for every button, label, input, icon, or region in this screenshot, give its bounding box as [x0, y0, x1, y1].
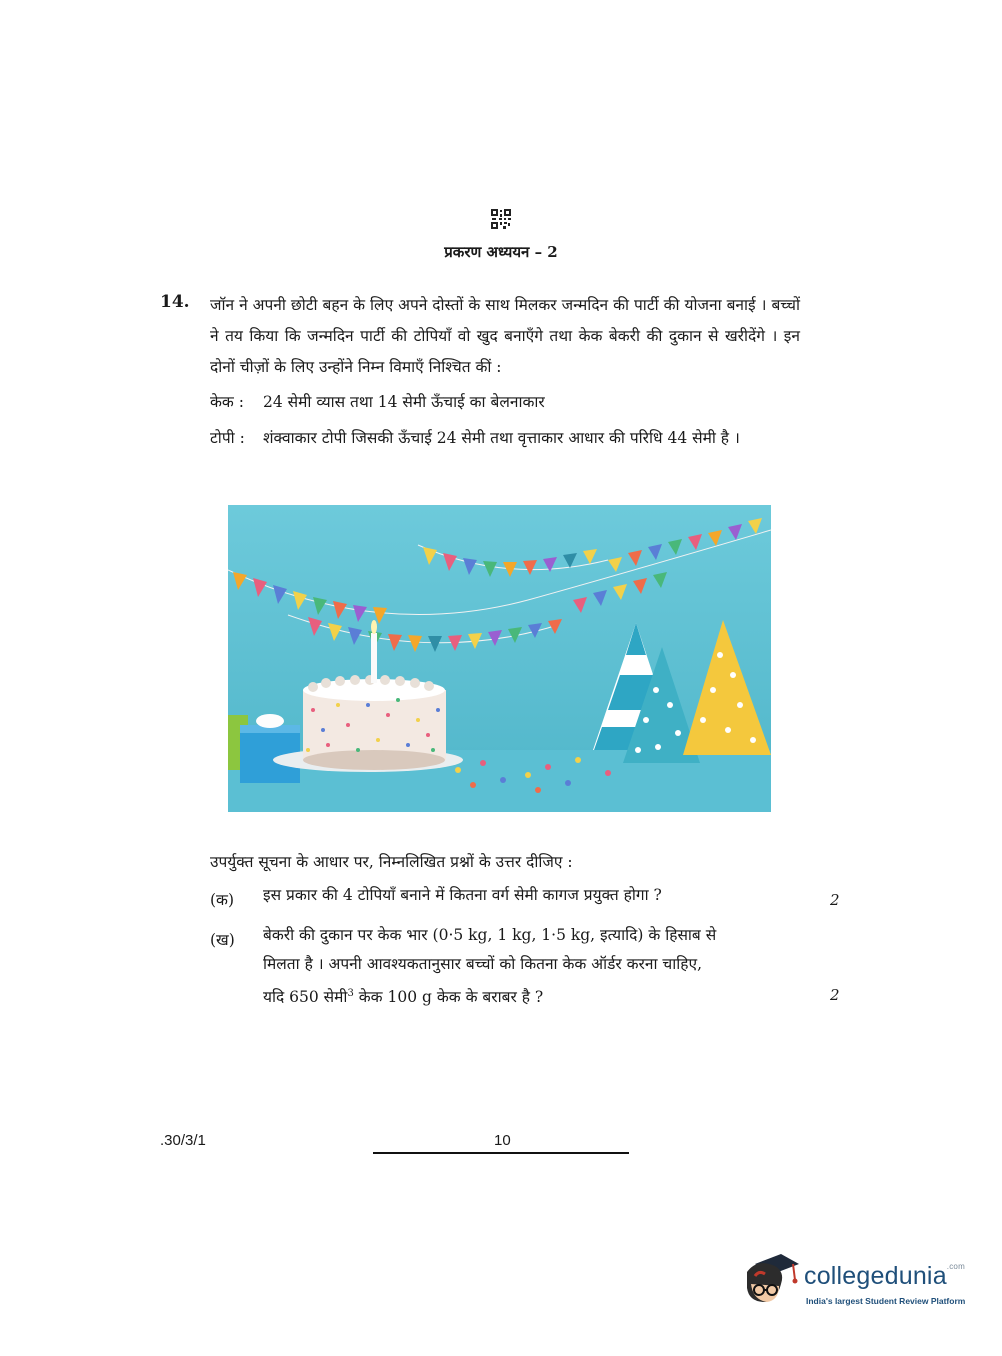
cake-label: केक :	[210, 393, 244, 411]
part-a-text: इस प्रकार की 4 टोपियाँ बनाने में कितना वर्ग सेमी कागज प्रयुक्त होगा ?	[263, 886, 662, 904]
qr-code-icon	[491, 209, 511, 229]
part-b-line-2: मिलता है । अपनी आवश्यकतानुसार बच्चों को कितना केक ऑर्डर करना चाहिए,	[263, 955, 703, 973]
brand-name-text: collegedunia	[804, 1262, 947, 1290]
part-b-line-3	[263, 979, 803, 1012]
question-number: 14.	[160, 292, 190, 312]
case-study-heading: प्रकरण अध्ययन – 2	[444, 243, 558, 261]
part-a-marks: 2	[830, 891, 840, 909]
part-b-line-1: बेकरी की दुकान पर केक भार (0·5 kg, 1 kg, 1·5 kg, इत्यादि) के हिसाब से	[263, 926, 717, 944]
page-number: 10	[494, 1132, 511, 1149]
footer-rule	[373, 1152, 629, 1154]
part-b-line-3-end: केक 100 g केक के बराबर है ?	[353, 988, 544, 1007]
part-b-marks: 2	[830, 986, 840, 1004]
birthday-party-photo	[228, 505, 771, 812]
brand-tagline: India's largest Student Review Platform	[806, 1296, 966, 1306]
cake-dimensions: 24 सेमी व्यास तथा 14 सेमी ऊँचाई का बेलनाकार	[263, 393, 545, 411]
collegedunia-mascot-icon	[741, 1250, 801, 1310]
cap-dimensions: शंक्वाकार टोपी जिसकी ऊँचाई 24 सेमी तथा वृत्ताकार आधार की परिधि 44 सेमी है ।	[263, 429, 740, 447]
paper-code: .30/3/1	[160, 1132, 206, 1149]
part-b-label: (ख)	[210, 931, 235, 949]
cap-label: टोपी :	[210, 429, 245, 447]
part-a-label: (क)	[210, 891, 234, 909]
question-paragraph: जॉन ने अपनी छोटी बहन के लिए अपने दोस्तों के साथ मिलकर जन्मदिन की पार्टी की योजना बनाई । बच्चों ने तय किया कि जन्मदिन पार्टी की टोपियाँ वो खुद बनाएँगे तथा केक बेकरी की दुकान से खरीदेंगे । इन दोनों चीज़ों के लिए उन्होंने निम्न विमाएँ निश्चित कीं :	[210, 296, 800, 376]
instructions-text: उपर्युक्त सूचना के आधार पर, निम्नलिखित प्रश्नों के उत्तर दीजिए :	[210, 853, 573, 871]
brand-name	[804, 1262, 965, 1291]
part-b-line-3-start: यदि 650 सेमी	[263, 988, 348, 1007]
part-b-superscript: 3	[347, 988, 354, 999]
brand-suffix: .com	[946, 1262, 965, 1271]
